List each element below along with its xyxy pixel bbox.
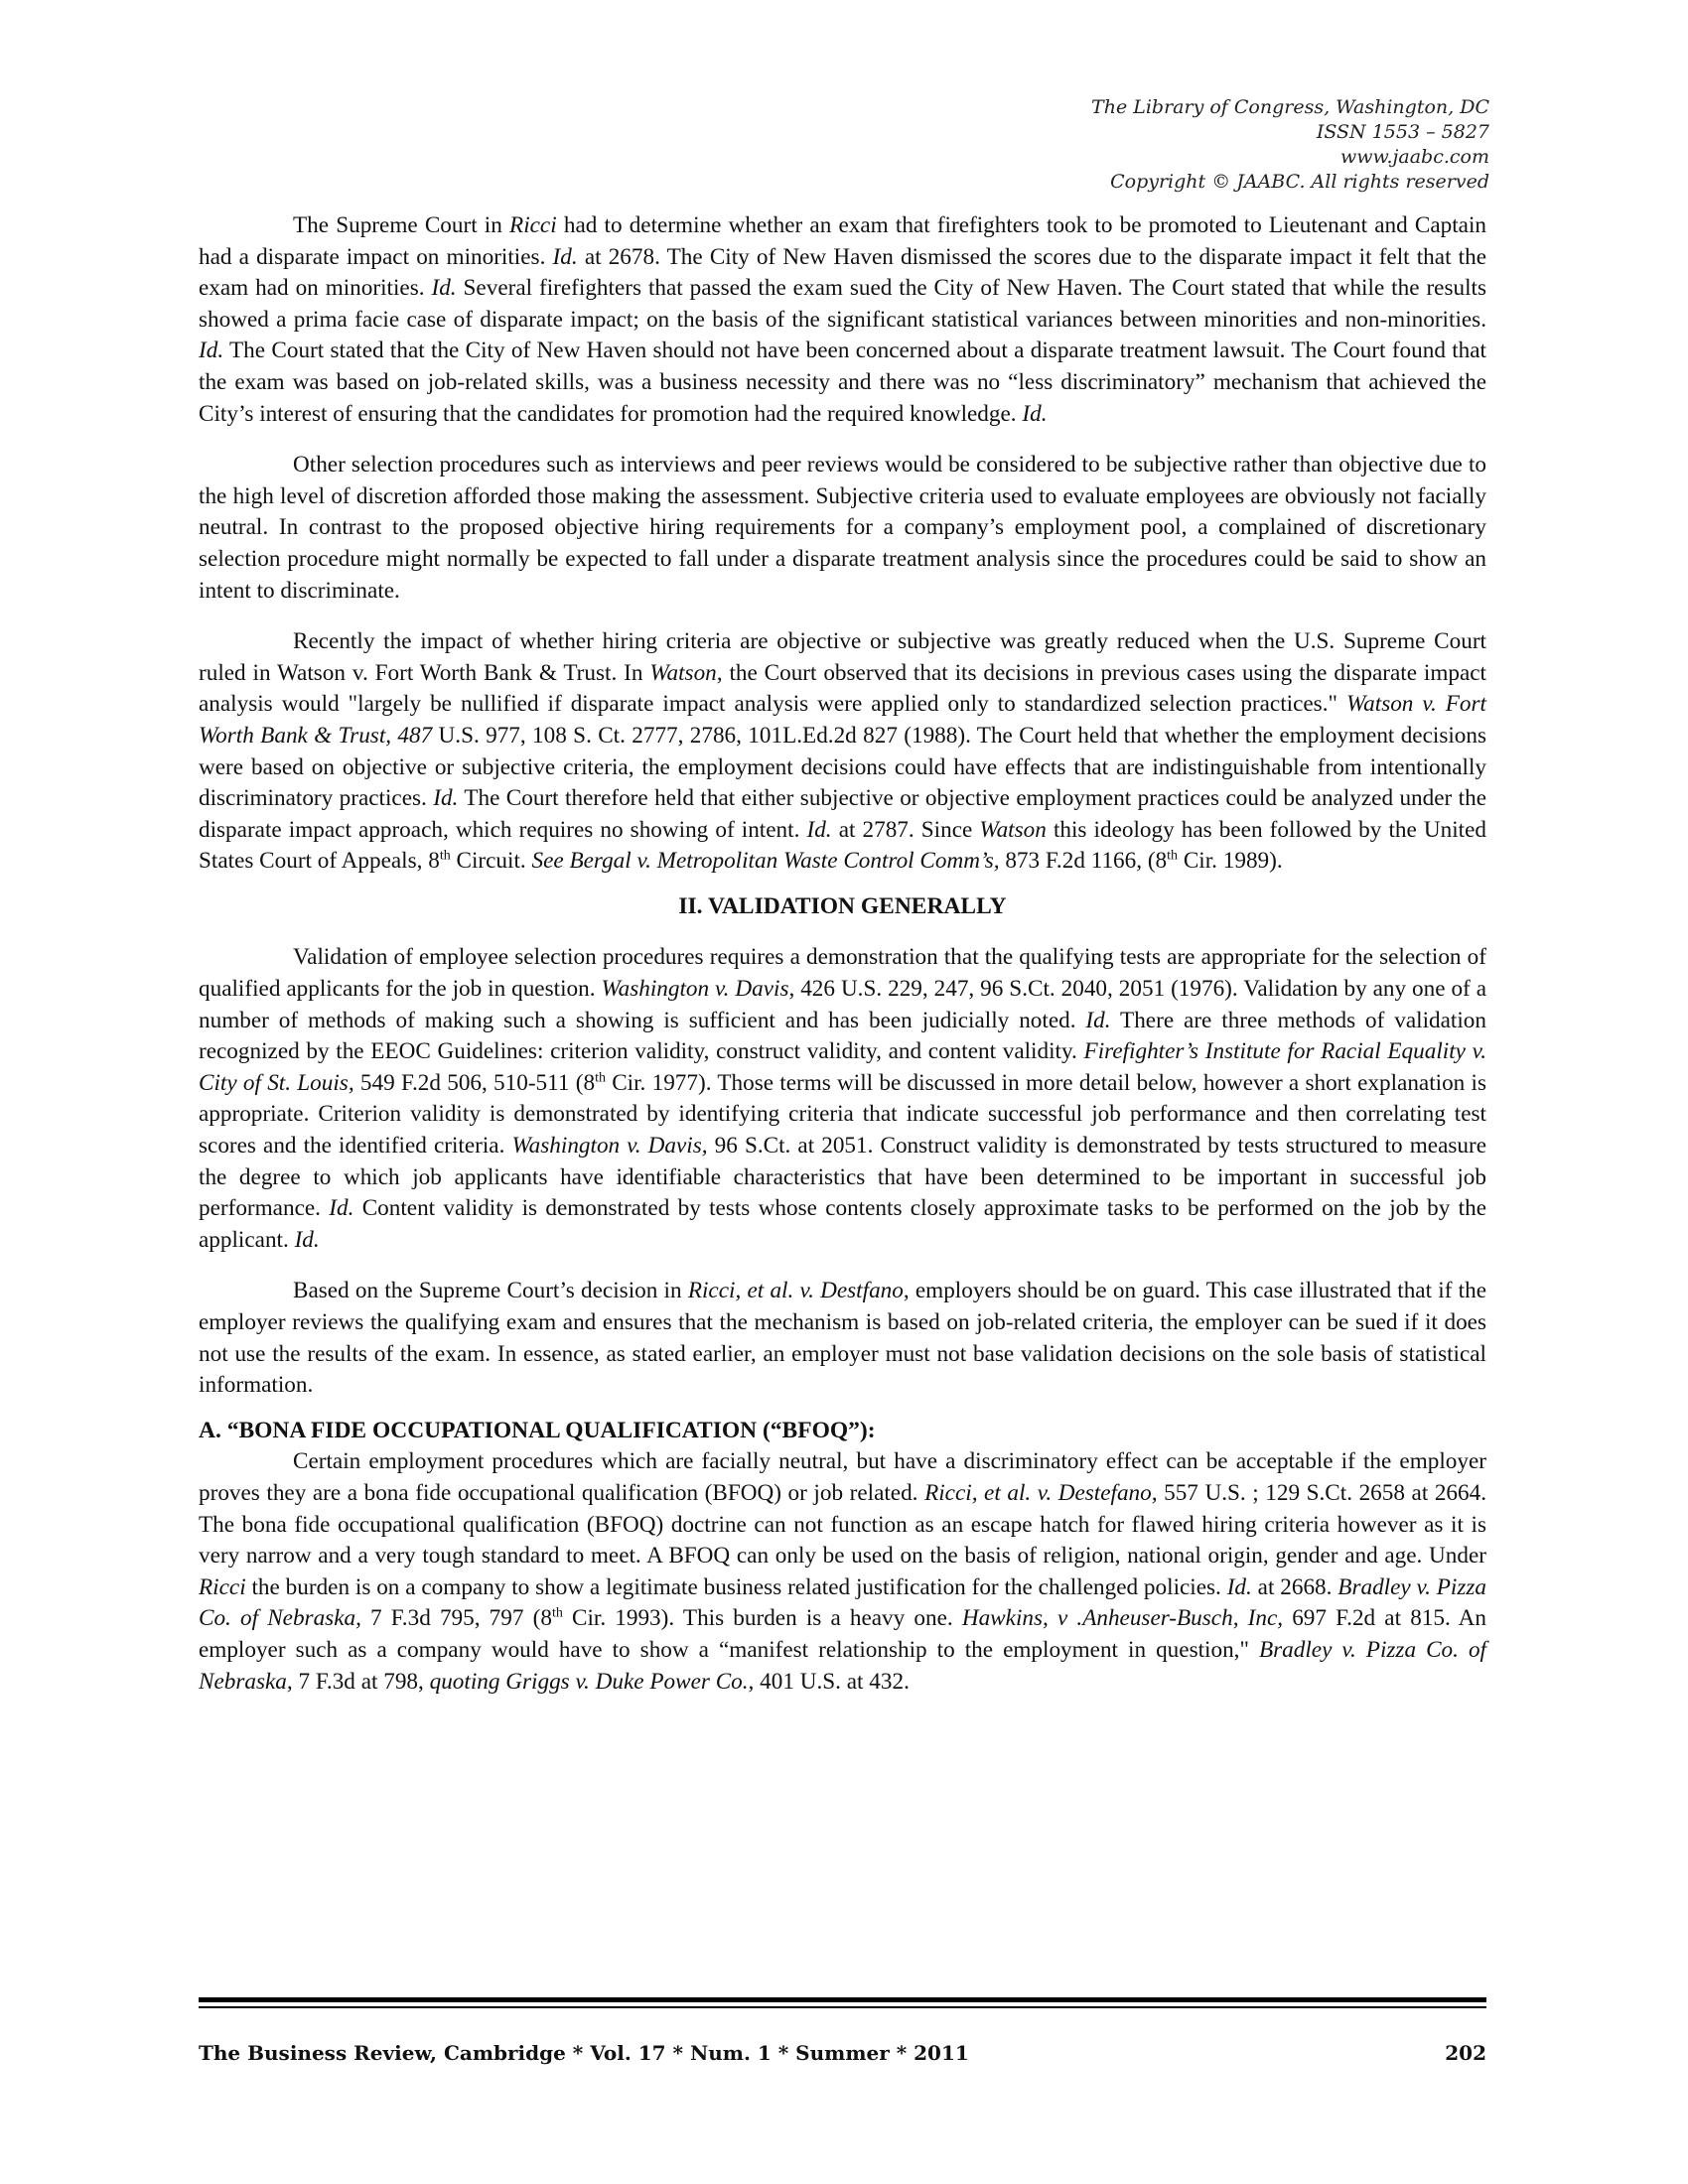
page-number: 202 (1445, 2041, 1486, 2065)
footer-rule-thick (199, 1997, 1486, 2002)
paragraph-watson: Recently the impact of whether hiring criteria are objective or subjective was greatly reduced when the U.S. Supreme Court ruled in Watson v. Fort Worth Bank & Trust. In Watson, the Court observed that its decisions in previous cases using the disparate impact analysis would "largely be nullified if disparate impact analysis were applied only to standardized selection practices." Watson v. Fort Worth Bank & Trust, 487 U.S. 977, 108 S. Ct. 2777, 2786, 101L.Ed.2d 827 (1988). The Court held that whether the employment decisions were based on objective or subjective criteria, the employment decisions could have effects that are indistinguishable from intentionally discriminatory practices. Id. The Court therefore held that either subjective or objective employment practices could be analyzed under the disparate impact approach, which requires no showing of intent. Id. at 2787. Since Watson this ideology has been followed by the United States Court of Appeals, 8th Circuit. See Bergal v. Metropolitan Waste Control Comm’s, 873 F.2d 1166, (8th Cir. 1989). (199, 628, 1486, 875)
paragraph-bfoq: Certain employment procedures which are facially neutral, but have a discriminatory effect can be acceptable if the employer proves they are a bona fide occupational qualification (BFOQ) or job related. Ricci, et al. v. Destefano, 557 U.S. ; 129 S.Ct. 2658 at 2664. The bona fide occupational qualification (BFOQ) doctrine can not function as an escape hatch for flawed hiring criteria however as it is very narrow and a very tough standard to meet. A BFOQ can only be used on the basis of religion, national origin, gender and age. Under Ricci the burden is on a company to show a legitimate business related justification for the challenged policies. Id. at 2668. Bradley v. Pizza Co. of Nebraska, 7 F.3d 795, 797 (8th Cir. 1993). This burden is a heavy one. Hawkins, v .Anheuser-Busch, Inc, 697 F.2d at 815. An employer such as a company would have to show a “manifest relationship to the employment in question," Bradley v. Pizza Co. of Nebraska, 7 F.3d at 798, quoting Griggs v. Duke Power Co., 401 U.S. at 432. (199, 1448, 1487, 1695)
section-heading-bfoq: A. “BONA FIDE OCCUPATIONAL QUALIFICATION (“BFOQ”): (199, 1417, 876, 1443)
section-heading-validation: II. VALIDATION GENERALLY (678, 892, 1007, 919)
header-issn: ISSN 1553 – 5827 (1316, 121, 1489, 143)
running-header (794, 95, 1489, 195)
paragraph-validation: Validation of employee selection procedures requires a demonstration that the qualifying tests are appropriate for the selection of qualified applicants for the job in question. Washington v. Davis, 426 U.S. 229, 247, 96 S.Ct. 2040, 2051 (1976). Validation by any one of a number of methods of making such a showing is sufficient and has been judicially noted. Id. There are three methods of validation recognized by the EEOC Guidelines: criterion validity, construct validity, and content validity. Firefighter’s Institute for Racial Equality v. City of St. Louis, 549 F.2d 506, 510-511 (8th Cir. 1977). Those terms will be discussed in more detail below, however a short explanation is appropriate. Criterion validity is demonstrated by identifying criteria that indicate successful job performance and then correlating test scores and the identified criteria. Washington v. Davis, 96 S.Ct. at 2051. Construct validity is demonstrated by tests structured to measure the degree to which job applicants have identifiable characteristics that have been determined to be important in successful job performance. Id. Content validity is demonstrated by tests whose contents closely approximate tasks to be performed on the job by the applicant. Id. (199, 944, 1487, 1253)
footer-journal-citation: The Business Review, Cambridge * Vol. 17 * Num. 1 * Summer * 2011 (199, 2041, 969, 2065)
header-library: The Library of Congress, Washington, DC (1091, 96, 1489, 118)
header-copyright: Copyright © JAABC. All rights reserved (1110, 171, 1489, 193)
article-body (199, 210, 1486, 1698)
paragraph-subjective-criteria: Other selection procedures such as interviews and peer reviews would be considered to be subjective rather than objective due to the high level of discretion afforded those making the assessment. Subjective criteria used to evaluate employees are obviously not facially neutral. In contrast to the proposed objective hiring requirements for a company’s employment pool, a complained of discretionary selection procedure might normally be expected to fall under a disparate treatment analysis since the procedures could be said to show an intent to discriminate. (199, 452, 1486, 604)
header-website: www.jaabc.com (1339, 146, 1489, 168)
paragraph-ricci: The Supreme Court in Ricci had to determine whether an exam that firefighters took to be promoted to Lieutenant and Captain had a disparate impact on minorities. Id. at 2678. The City of New Haven dismissed the scores due to the disparate impact it felt that the exam had on minorities. Id. Several firefighters that passed the exam sued the City of New Haven. The Court stated that while the results showed a prima facie case of disparate impact; on the basis of the significant statistical variances between minorities and non-minorities. Id. The Court stated that the City of New Haven should not have been concerned about a disparate treatment lawsuit. The Court found that the exam was based on job-related skills, was a business necessity and there was no “less discriminatory” mechanism that achieved the City’s interest of ensuring that the candidates for promotion had the required knowledge. Id. (199, 212, 1487, 427)
footer-rule-thin (199, 2006, 1486, 2008)
paragraph-destfano: Based on the Supreme Court’s decision in Ricci, et al. v. Destfano, employers should be on guard. This case illustrated that if the employer reviews the qualifying exam and ensures that the mechanism is based on job-related criteria, the employer can be sued if it does not use the results of the exam. In essence, as stated earlier, an employer must not base validation decisions on the sole basis of statistical information. (199, 1278, 1486, 1399)
